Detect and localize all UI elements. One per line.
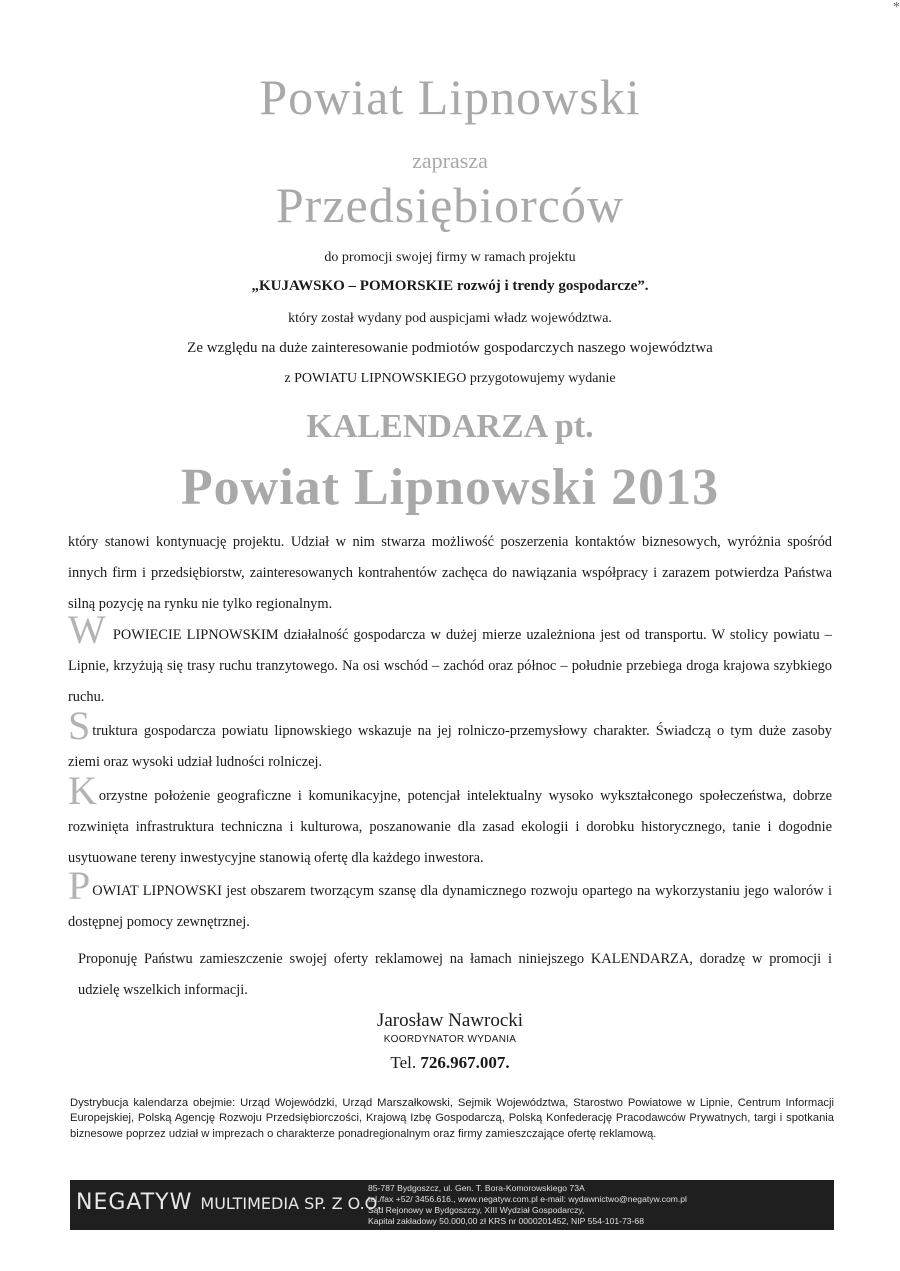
preparing-line: z POWIATU LIPNOWSKIEGO przygotowujemy wydanie bbox=[284, 371, 616, 386]
corner-mark: * bbox=[893, 0, 900, 15]
paragraph-structure bbox=[68, 703, 832, 778]
published-line: który został wydany pod auspicjami władz województwa. bbox=[288, 311, 612, 326]
publisher-address: 85-787 Bydgoszcz, ul. Gen. T. Bora-Komorowskiego 73A bbox=[368, 1183, 585, 1193]
brand-subtitle: MULTIMEDIA SP. Z O.O. bbox=[200, 1194, 382, 1213]
interest-line: Ze względu na duże zainteresowanie podmiotów gospodarczych naszego województwa bbox=[187, 340, 713, 356]
signature-phone bbox=[300, 1053, 600, 1073]
phone-label: Tel. bbox=[390, 1053, 417, 1072]
paragraph-text: POWIECIE LIPNOWSKIM działalność gospodarcza w dużej mierze uzależniona jest od transportu. W stolicy powiatu – Lipnie, krzyżują się trasy ruchu tranzytowego. Na osi wschód – zachód oraz północ – południe przebiega droga krajowa szybkiego ruchu. bbox=[68, 627, 832, 705]
calendar-label: KALENDARZA pt. bbox=[306, 408, 594, 445]
paragraph-text: OWIAT LIPNOWSKI jest obszarem tworzącym szansę dla dynamicznego rozwoju opartego na wykorzystaniu jego walorów i dostępnej pomocy zewnętrznej. bbox=[68, 883, 832, 930]
publisher-logo bbox=[76, 1190, 382, 1220]
project-name: „KUJAWSKO – POMORSKIE rozwój i trendy gospodarcze”. bbox=[251, 278, 649, 294]
audience-title: Przedsiębiorców bbox=[275, 177, 625, 233]
distribution-note: Dystrybucja kalendarza obejmie: Urząd Wojewódzki, Urząd Marszałkowski, Sejmik Województwa, Starostwo Powiatowe w Lipnie, Centrum Informacji Europejskiej, Polską Agencję Rozwoju Przedsiębiorczości, Krajową Izbę Gospodarczą, Polską Konfederację Pracodawców Prywatnych, targi i spotkania biznesowe poprzez udział w imprezach o charakterze ponadregionalnym oraz firmy zamieszczające ofertę reklamową. bbox=[70, 1097, 834, 1140]
brand-name: NEGATYW bbox=[76, 1190, 193, 1215]
signature-role: KOORDYNATOR WYDANIA bbox=[383, 1034, 517, 1045]
phone-number: 726.967.007. bbox=[420, 1053, 510, 1072]
signature-name: Jarosław Nawrocki bbox=[376, 1010, 524, 1031]
drop-cap: P bbox=[68, 863, 91, 908]
paragraph-offer: Proponuję Państwu zamieszczenie swojej oferty reklamowej na łamach niniejszego KALENDARZA, doradzę w promocji i udzielę wszelkich informacji. bbox=[78, 951, 832, 998]
main-title: Powiat Lipnowski bbox=[259, 69, 641, 125]
paragraph-text: orzystne położenie geograficzne i komunikacyjne, potencjał intelektualny wysoko wykształconego społeczeństwa, dobrze rozwinięta infrastruktura techniczna i kulturowa, poszanowanie dla zasad ekologii i dorobku historycznego, tanie i dogodnie usytuowane tereny inwestycyjne stanowią ofertę dla każdego inwestora. bbox=[68, 788, 832, 866]
drop-cap: S bbox=[68, 703, 91, 748]
calendar-title: Powiat Lipnowski 2013 bbox=[180, 459, 720, 516]
paragraph-advantages bbox=[68, 768, 832, 874]
publisher-contact: tel./fax +52/ 3456.616., www.negatyw.com.pl e-mail: wydawnictwo@negatyw.com.pl bbox=[368, 1194, 687, 1204]
paragraph-opportunity bbox=[68, 863, 832, 938]
publisher-capital: Kapitał zakładowy 50.000,00 zł KRS nr 0000201452, NIP 554-101-73-68 bbox=[368, 1216, 644, 1226]
paragraph-text: truktura gospodarcza powiatu lipnowskiego wskazuje na jej rolniczo-przemysłowy charakter. Świadczą o tym duże zasoby ziemi oraz wysoki udział ludności rolniczej. bbox=[68, 723, 832, 770]
intro-line: do promocji swojej firmy w ramach projektu bbox=[324, 250, 576, 265]
drop-cap: K bbox=[68, 768, 97, 813]
paragraph-continuation: który stanowi kontynuację projektu. Udział w nim stwarza możliwość poszerzenia kontaktów biznesowych, wyróżnia spośród innych firm i przedsiębiorstw, zainteresowanych kontrahentów zachęca do nawiązania współpracy i zarazem potwierdza Państwa silną pozycję na rynku nie tylko regionalnym. bbox=[68, 534, 832, 612]
publisher-court: Sąd Rejonowy w Bydgoszczy, XIII Wydział Gospodarczy, bbox=[368, 1205, 585, 1215]
drop-cap: W bbox=[68, 607, 106, 652]
publisher-footer bbox=[70, 1180, 834, 1230]
invites-line: zaprasza bbox=[412, 148, 488, 173]
paragraph-transport bbox=[68, 607, 832, 713]
publisher-address-block bbox=[368, 1183, 828, 1227]
